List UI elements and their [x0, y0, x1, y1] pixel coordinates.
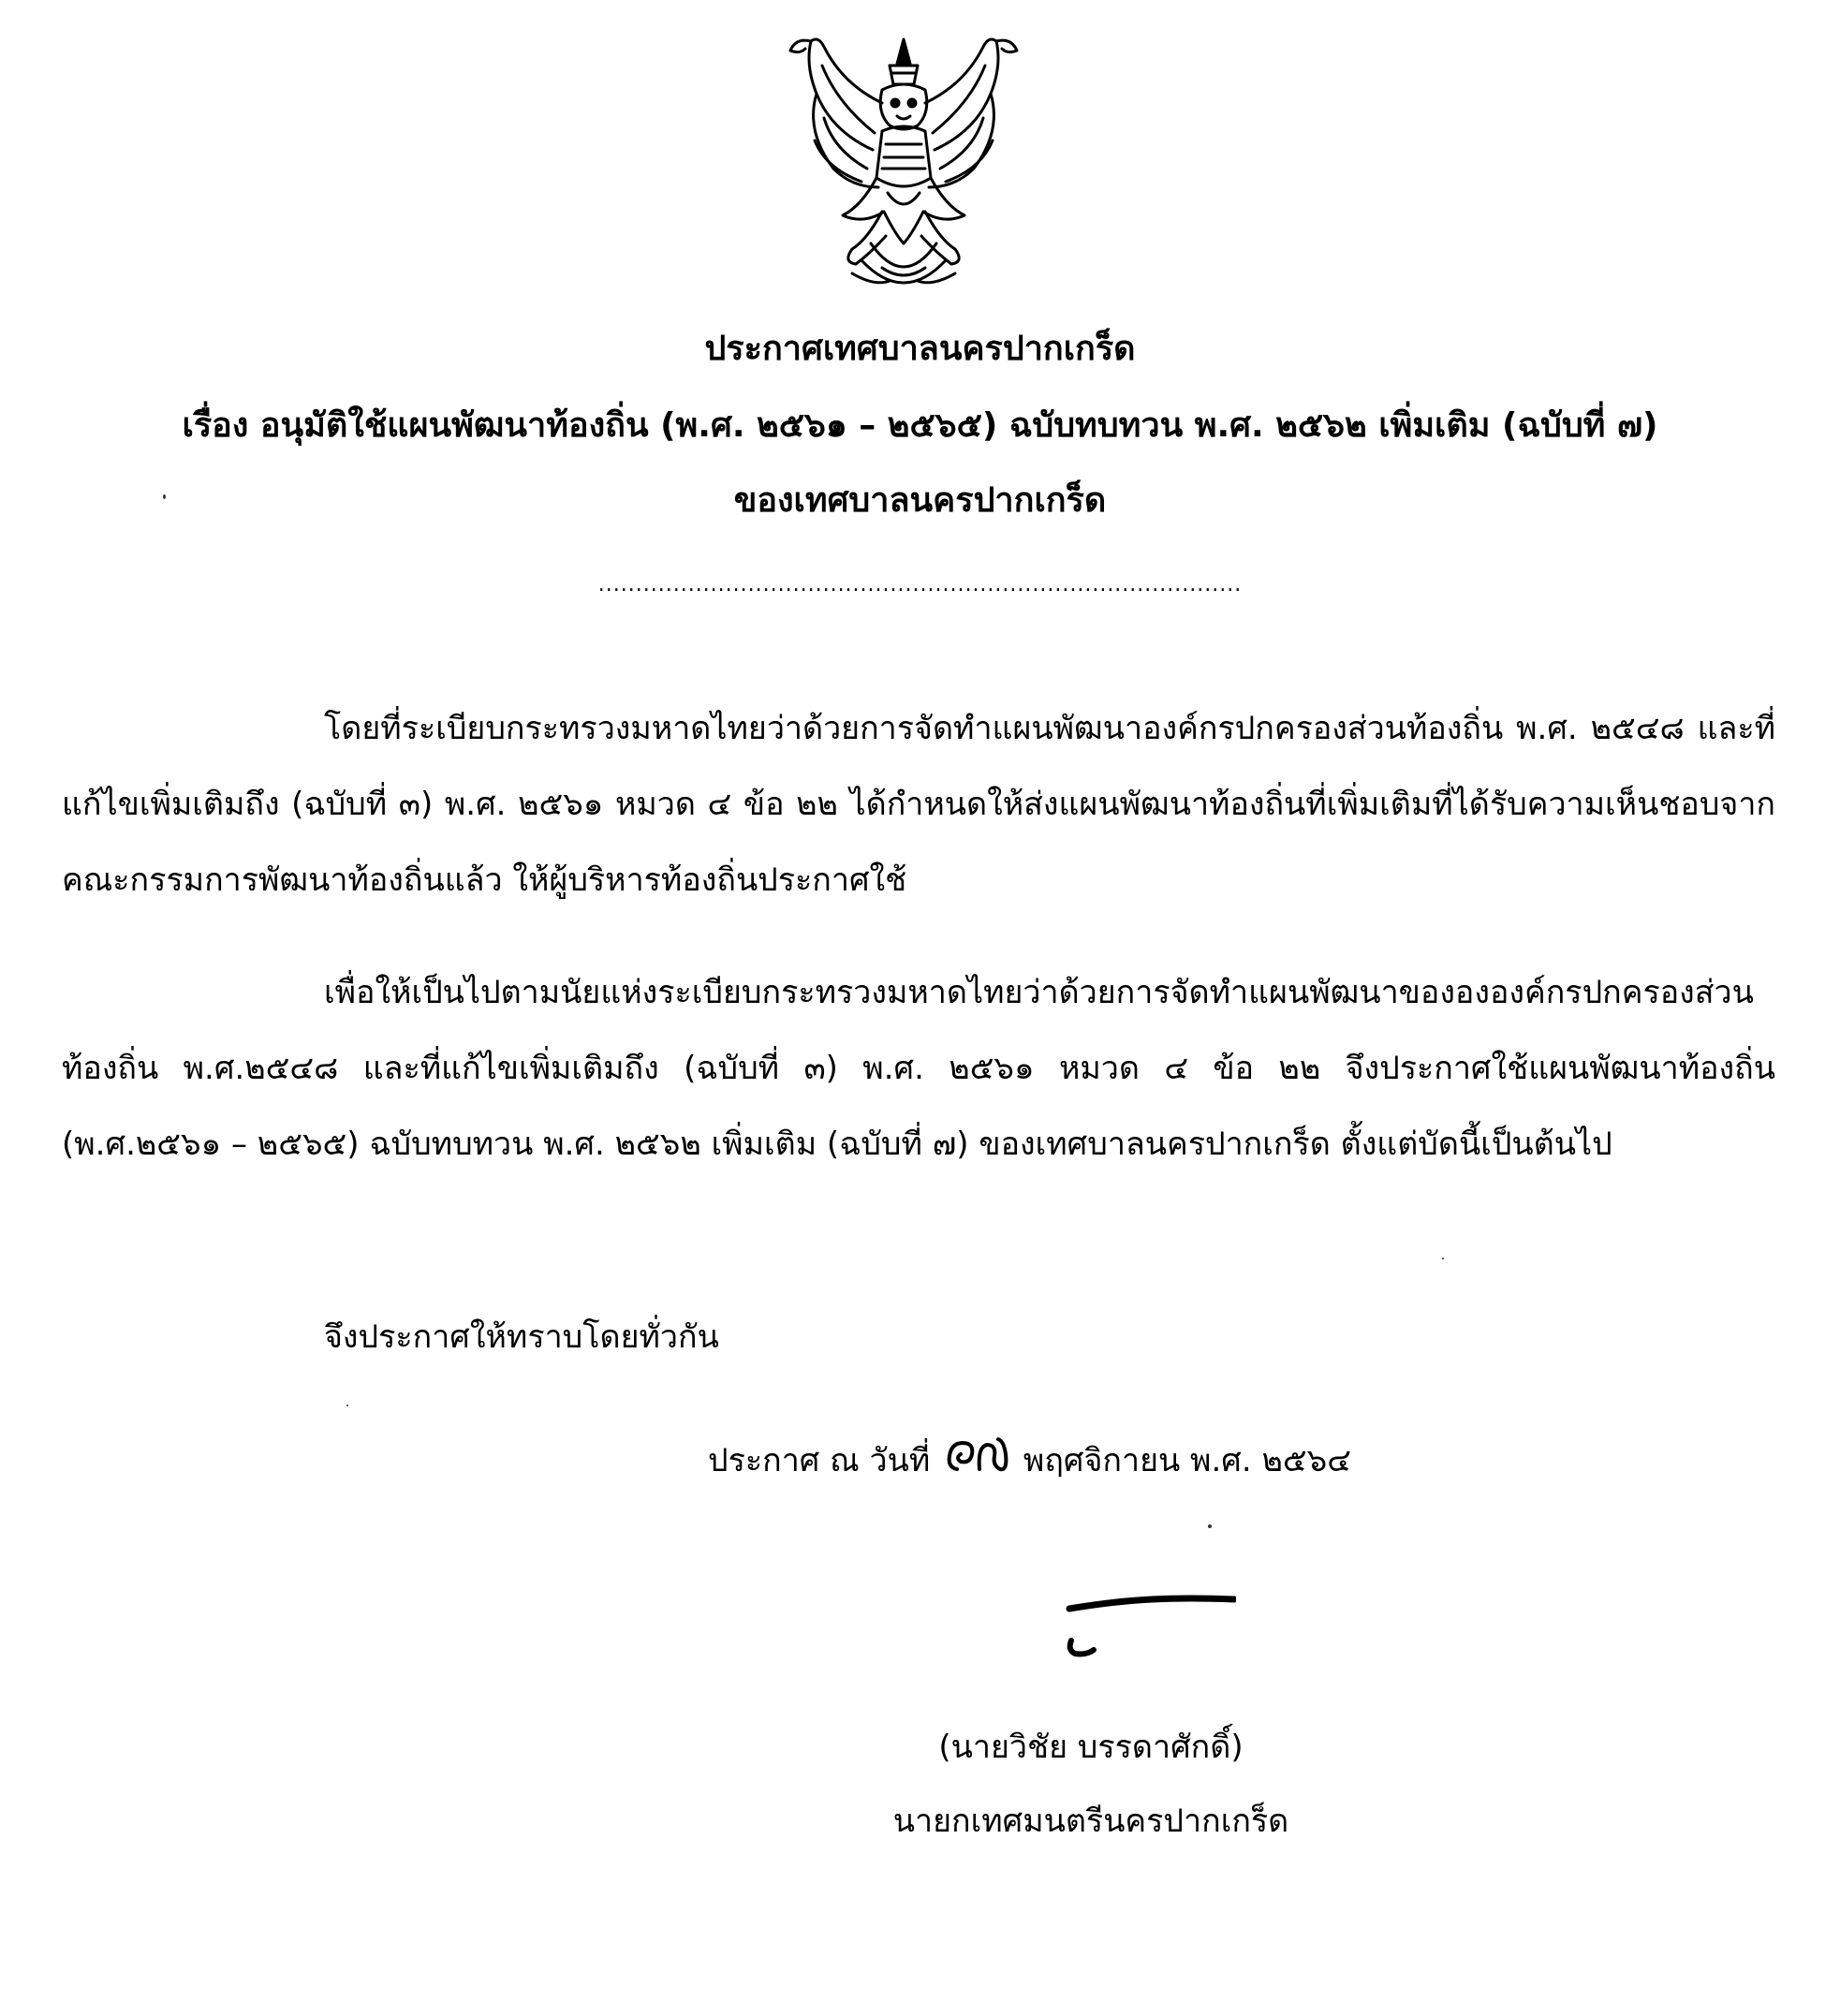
- body-paragraph-2: เพื่อให้เป็นไปตามนัยแห่งระเบียบกระทรวงมหาดไทยว่าด้วยการจัดทำแผนพัฒนาของององค์กรปกครองส่วนท้องถิ่น พ.ศ.๒๕๔๘ และที่แก้ไขเพิ่มเติมถึง (ฉบับที่ ๓) พ.ศ. ๒๕๖๑ หมวด ๔ ข้อ ๒๒ จึงประกาศใช้แผนพัฒนาท้องถิ่น (พ.ศ.๒๕๖๑ – ๒๕๖๕) ฉบับทบทวน พ.ศ. ๒๕๖๒ เพิ่มเติม (ฉบับที่ ๗) ของเทศบาลนครปากเกร็ด ตั้งแต่บัดนี้เป็นต้นไป: [62, 974, 1775, 1163]
- closing-statement: จึงประกาศให้ทราบโดยทั่วกัน: [324, 1318, 719, 1356]
- signer-position: นายกเทศมนตรีนครปากเกร็ด: [892, 1803, 1289, 1840]
- handwritten-day: [944, 1435, 1009, 1477]
- dotted-separator: ......................................................................................: [597, 573, 1243, 596]
- scan-speck: [1208, 1524, 1212, 1528]
- date-month-year: พฤศจิกายน พ.ศ. ๒๕๖๔: [1023, 1442, 1351, 1479]
- signature: [1049, 1582, 1236, 1676]
- scan-speck: [346, 1405, 348, 1406]
- scan-speck: [1442, 1258, 1444, 1259]
- announcement-subject: เรื่อง อนุมัติใช้แผนพัฒนาท้องถิ่น (พ.ศ. ๒๕๖๑ – ๒๕๖๕) ฉบับทบทวน พ.ศ. ๒๕๖๒ เพิ่มเติม (ฉบับที่ ๗): [182, 406, 1658, 445]
- garuda-emblem-icon: [777, 28, 1030, 309]
- signer-name: (นายวิชัย บรรดาศักดิ์): [938, 1729, 1244, 1766]
- announcement-title: ประกาศเทศบาลนครปากเกร็ด: [704, 330, 1136, 368]
- date-prefix: ประกาศ ณ วันที่: [708, 1442, 931, 1479]
- announcement-date: [708, 1433, 1351, 1489]
- body-paragraph-1: โดยที่ระเบียบกระทรวงมหาดไทยว่าด้วยการจัดทำแผนพัฒนาองค์กรปกครองส่วนท้องถิ่น พ.ศ. ๒๕๔๘ และที่แก้ไขเพิ่มเติมถึง (ฉบับที่ ๓) พ.ศ. ๒๕๖๑ หมวด ๔ ข้อ ๒๒ ได้กำหนดให้ส่งแผนพัฒนาท้องถิ่นที่เพิ่มเติมที่ได้รับความเห็นชอบจากคณะกรรมการพัฒนาท้องถิ่นแล้ว ให้ผู้บริหารท้องถิ่นประกาศใช้: [62, 710, 1775, 899]
- scan-speck: [163, 494, 166, 499]
- announcement-issuer: ของเทศบาลนครปากเกร็ด: [733, 481, 1107, 520]
